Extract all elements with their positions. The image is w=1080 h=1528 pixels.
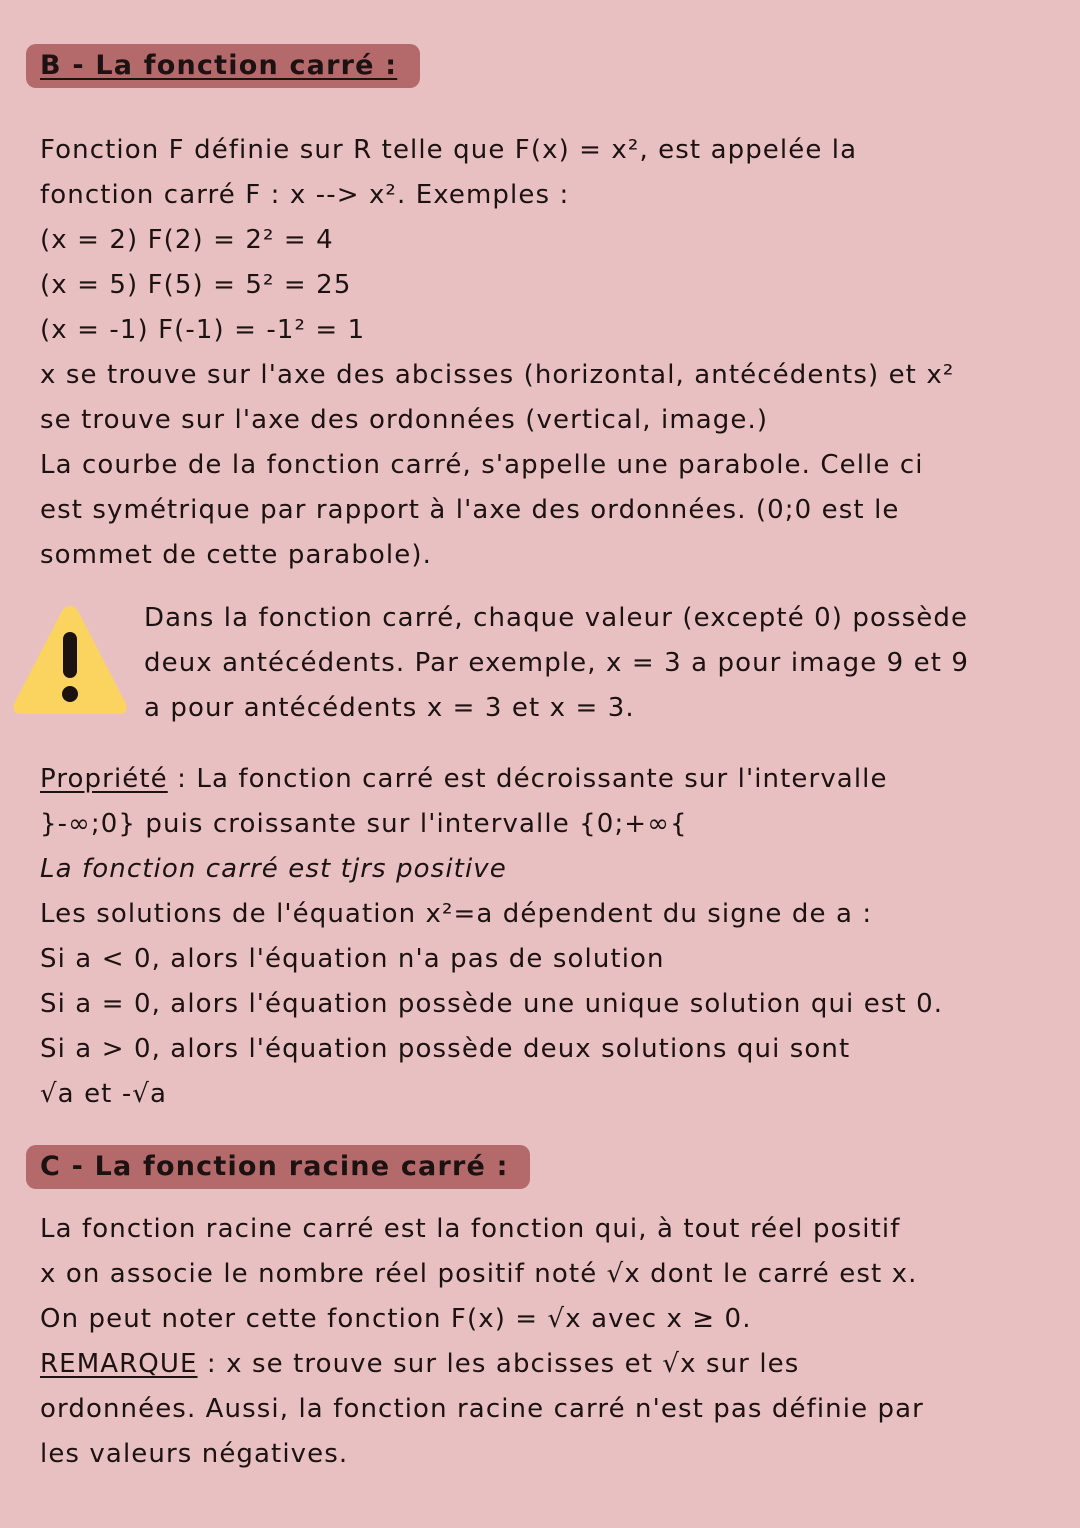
text-line: x se trouve sur l'axe des abcisses (horizontal, antécédents) et x² [40,360,955,390]
example-line: (x = 5) F(5) = 5² = 25 [40,270,352,300]
text-line: x on associe le nombre réel positif noté √x dont le carré est x. [40,1259,918,1289]
text-line: La fonction racine carré est la fonction qui, à tout réel positif [40,1214,901,1244]
section-b-body [40,128,1050,578]
property-note: La fonction carré est tjrs positive [40,854,507,884]
section-c-header [26,1145,530,1189]
section-c-body [40,1207,1050,1477]
text-line: Fonction F définie sur R telle que F(x) = x², est appelée la [40,135,858,165]
warning-line: a pour antécédents x = 3 et x = 3. [144,693,635,723]
property-line: Si a = 0, alors l'équation possède une unique solution qui est 0. [40,989,944,1019]
section-c-title: C - La fonction racine carré : [40,1151,509,1182]
property-line: Si a > 0, alors l'équation possède deux solutions qui sont [40,1034,851,1064]
property-line: Si a < 0, alors l'équation n'a pas de solution [40,944,665,974]
remark-line: les valeurs négatives. [40,1439,349,1469]
property-block [40,757,1050,1117]
text-line: sommet de cette parabole). [40,540,432,570]
warning-line: deux antécédents. Par exemple, x = 3 a pour image 9 et 9 [144,648,970,678]
text-line: On peut noter cette fonction F(x) = √x avec x ≥ 0. [40,1304,752,1334]
property-line: }-∞;0} puis croissante sur l'intervalle {0;+∞{ [40,809,688,839]
property-line [40,757,1050,802]
text-line: fonction carré F : x --> x². Exemples : [40,180,570,210]
section-b-title: B - La fonction carré : [40,50,398,81]
warning-icon [10,600,130,718]
property-text: : La fonction carré est décroissante sur l'intervalle [167,764,888,794]
example-line: (x = -1) F(-1) = -1² = 1 [40,315,366,345]
text-line: est symétrique par rapport à l'axe des ordonnées. (0;0 est le [40,495,900,525]
property-line: √a et -√a [40,1079,168,1109]
text-line: se trouve sur l'axe des ordonnées (vertical, image.) [40,405,769,435]
remark-label: REMARQUE [40,1349,198,1379]
remark-text: : x se trouve sur les abcisses et √x sur les [197,1349,800,1379]
remark-line: ordonnées. Aussi, la fonction racine carré n'est pas définie par [40,1394,924,1424]
warning-line: Dans la fonction carré, chaque valeur (excepté 0) possède [144,603,969,633]
text-line: La courbe de la fonction carré, s'appelle une parabole. Celle ci [40,450,924,480]
remark-line [40,1342,1050,1387]
section-b-header [26,44,420,88]
example-line: (x = 2) F(2) = 2² = 4 [40,225,334,255]
property-label: Propriété [40,764,168,794]
warning-text [144,596,1054,731]
property-line: Les solutions de l'équation x²=a dépendent du signe de a : [40,899,873,929]
